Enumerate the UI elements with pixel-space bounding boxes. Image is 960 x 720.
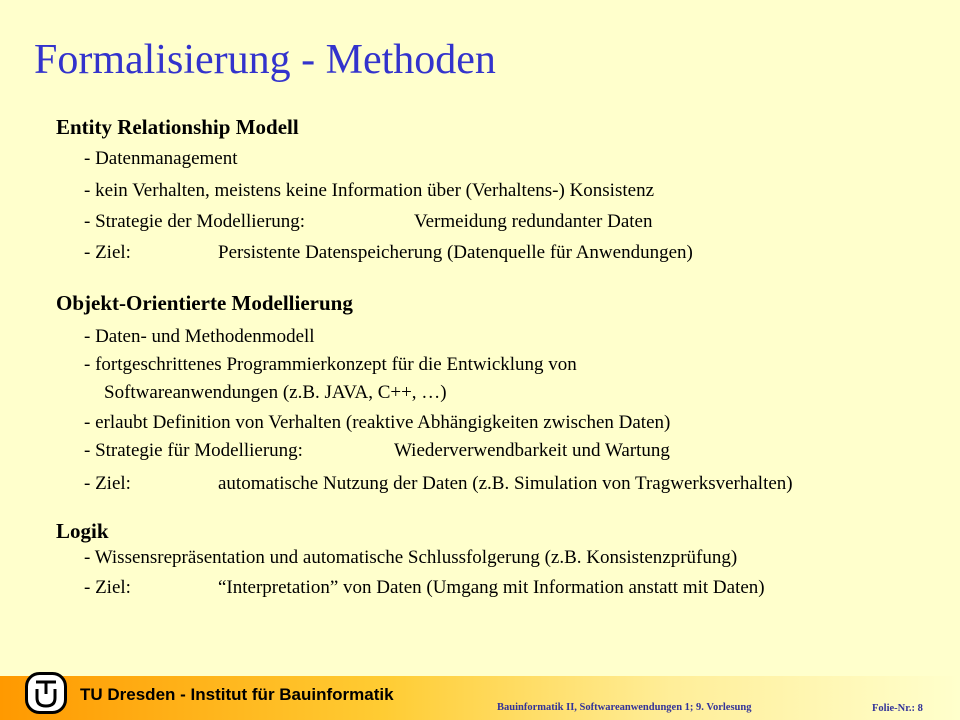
logik-line-2-value: “Interpretation” von Daten (Umgang mit Information anstatt mit Daten) xyxy=(218,577,765,598)
footer-institute: TU Dresden - Institut für Bauinformatik xyxy=(80,685,394,704)
logik-line-2-label: - Ziel: xyxy=(84,577,131,598)
er-line-3-value: Vermeidung redundanter Daten xyxy=(414,211,653,232)
section-heading-er: Entity Relationship Modell xyxy=(56,115,299,139)
oo-line-5 xyxy=(84,440,670,462)
oo-line-6-value: automatische Nutzung der Daten (z.B. Simulation von Tragwerksverhalten) xyxy=(218,473,793,494)
er-line-2: - kein Verhalten, meistens keine Information über (Verhaltens-) Konsistenz xyxy=(84,180,654,201)
logik-line-1: - Wissensrepräsentation und automatische Schlussfolgerung (z.B. Konsistenzprüfung) xyxy=(84,547,738,568)
er-line-4-label: - Ziel: xyxy=(84,242,131,263)
footer-course: Bauinformatik II, Softwareanwendungen 1; 9. Vorlesung xyxy=(497,702,752,713)
slide-title: Formalisierung - Methoden xyxy=(34,37,496,83)
oo-line-3: Softwareanwendungen (z.B. JAVA, C++, …) xyxy=(104,382,447,403)
section-heading-logik: Logik xyxy=(56,519,109,543)
oo-line-6-label: - Ziel: xyxy=(84,473,131,494)
oo-line-5-value: Wiederverwendbarkeit und Wartung xyxy=(394,440,670,461)
oo-line-6 xyxy=(84,473,793,495)
oo-line-5-label: - Strategie für Modellierung: xyxy=(84,440,303,461)
er-line-3 xyxy=(84,211,652,233)
logik-line-2 xyxy=(84,577,765,599)
oo-line-1: - Daten- und Methodenmodell xyxy=(84,326,315,347)
er-line-3-label: - Strategie der Modellierung: xyxy=(84,211,306,232)
er-line-1: - Datenmanagement xyxy=(84,148,238,169)
oo-line-2: - fortgeschrittenes Programmierkonzept für die Entwicklung von xyxy=(84,354,577,375)
oo-line-4: - erlaubt Definition von Verhalten (reaktive Abhängigkeiten zwischen Daten) xyxy=(84,412,671,433)
footer-slide-number: Folie-Nr.: 8 xyxy=(872,703,923,714)
tu-dresden-logo-icon xyxy=(25,672,67,714)
er-line-4-value: Persistente Datenspeicherung (Datenquelle für Anwendungen) xyxy=(218,242,693,263)
er-line-4 xyxy=(84,242,693,264)
section-heading-oo: Objekt-Orientierte Modellierung xyxy=(56,291,353,315)
